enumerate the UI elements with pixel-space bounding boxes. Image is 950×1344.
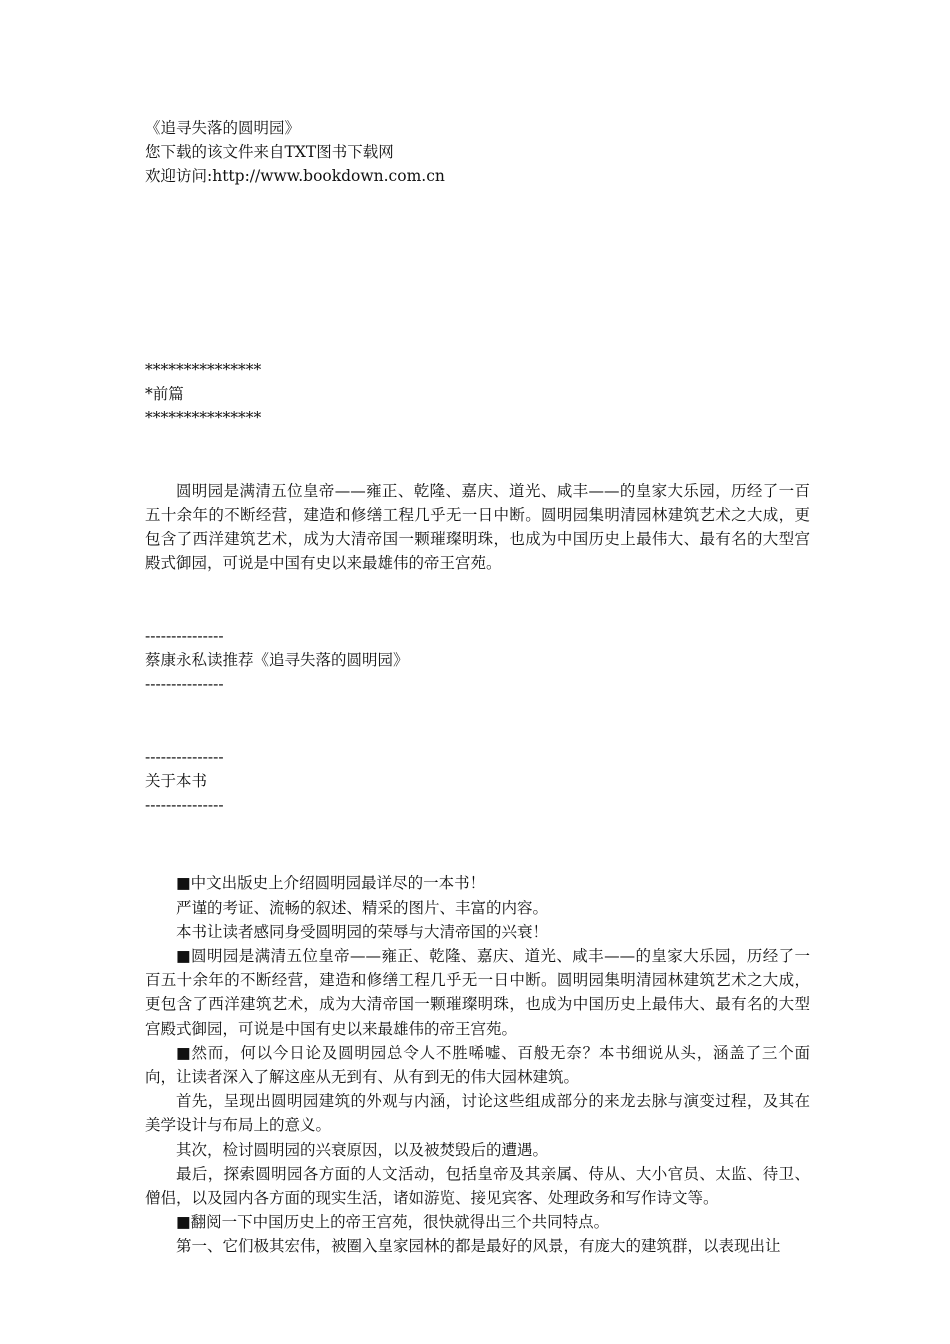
blank-space xyxy=(145,430,810,478)
book-title: 《追寻失落的圆明园》 xyxy=(145,119,301,137)
body-paragraph: ■中文出版史上介绍圆明园最详尽的一本书！ xyxy=(176,874,486,893)
blank-space xyxy=(145,817,810,871)
body-paragraph: 其次，检讨圆明园的兴衰原因，以及被焚毁后的遭遇。 xyxy=(176,1140,549,1159)
preface-paragraph: 圆明园是满清五位皇帝——雍正、乾隆、嘉庆、道光、咸丰——的皇家大乐园，历经了一百五十余年的不断经营，建造和修缮工程几乎无一日中断。圆明园集明清园林建筑艺术之大成，更包含了西洋建筑艺术，成为大清帝国一颗璀璨明珠，也成为中国历史上最伟大、最有名的大型宫殿式御园，可说是中国有史以来最雄伟的帝王宫苑。 xyxy=(145,481,810,573)
body-paragraph: 本书让读者感同身受圆明园的荣辱与大清帝国的兴衰！ xyxy=(176,922,549,941)
visit-note: 欢迎访问:http://www.bookdown.com.cn xyxy=(145,167,445,186)
blank-space xyxy=(145,696,810,744)
recommend-dashes-top: --------------- xyxy=(145,626,224,645)
preface-stars-top: *************** xyxy=(145,360,262,379)
body-paragraph: 首先，呈现出圆明园建筑的外观与内涵，讨论这些组成部分的来龙去脉与演变过程，及其在美学设计与布局上的意义。 xyxy=(145,1092,810,1135)
body-paragraph: 最后，探索圆明园各方面的人文活动，包括皇帝及其亲属、侍从、大小官员、太监、待卫、僧侣，以及园内各方面的现实生活，诸如游览、接见宾客、处理政务和写作诗文等。 xyxy=(145,1164,810,1208)
body-paragraph: ■然而，何以今日论及圆明园总令人不胜唏嘘、百般无奈？本书细说从头，涵盖了三个面向，让读者深入了解这座从无到有、从有到无的伟大园林建筑。 xyxy=(145,1043,810,1087)
recommend-dashes-bottom: --------------- xyxy=(145,675,224,694)
body-paragraph: ■圆明园是满清五位皇帝——雍正、乾隆、嘉庆、道光、咸丰——的皇家大乐园，历经了一百五十余年的不断经营，建造和修缮工程几乎无一日中断。圆明园集明清园林建筑艺术之大成，更包含了西洋建筑艺术，成为大清帝国一颗璀璨明珠，也成为中国历史上最伟大、最有名的大型宫殿式御园，可说是中国有史以来最雄伟的帝王宫苑。 xyxy=(145,947,810,1038)
preface-stars-bottom: *************** xyxy=(145,409,262,428)
source-note: 您下载的该文件来自TXT图书下载网 xyxy=(145,143,394,162)
about-heading: 关于本书 xyxy=(145,772,208,791)
preface-heading: *前篇 xyxy=(145,384,184,403)
body-paragraph: 严谨的考证、流畅的叙述、精采的图片、丰富的内容。 xyxy=(176,898,549,917)
document-page xyxy=(145,116,810,1259)
recommend-heading: 蔡康永私读推荐《追寻失落的圆明园》 xyxy=(145,651,409,670)
blank-space xyxy=(145,189,810,358)
about-dashes-bottom: --------------- xyxy=(145,796,224,815)
body-paragraph: ■翻阅一下中国历史上的帝王宫苑，很快就得出三个共同特点。 xyxy=(176,1213,610,1232)
blank-space xyxy=(145,575,810,623)
about-dashes-top: --------------- xyxy=(145,747,224,766)
body-paragraph: 第一、它们极其宏伟，被圈入皇家园林的都是最好的风景，有庞大的建筑群，以表现出让 xyxy=(176,1237,781,1256)
